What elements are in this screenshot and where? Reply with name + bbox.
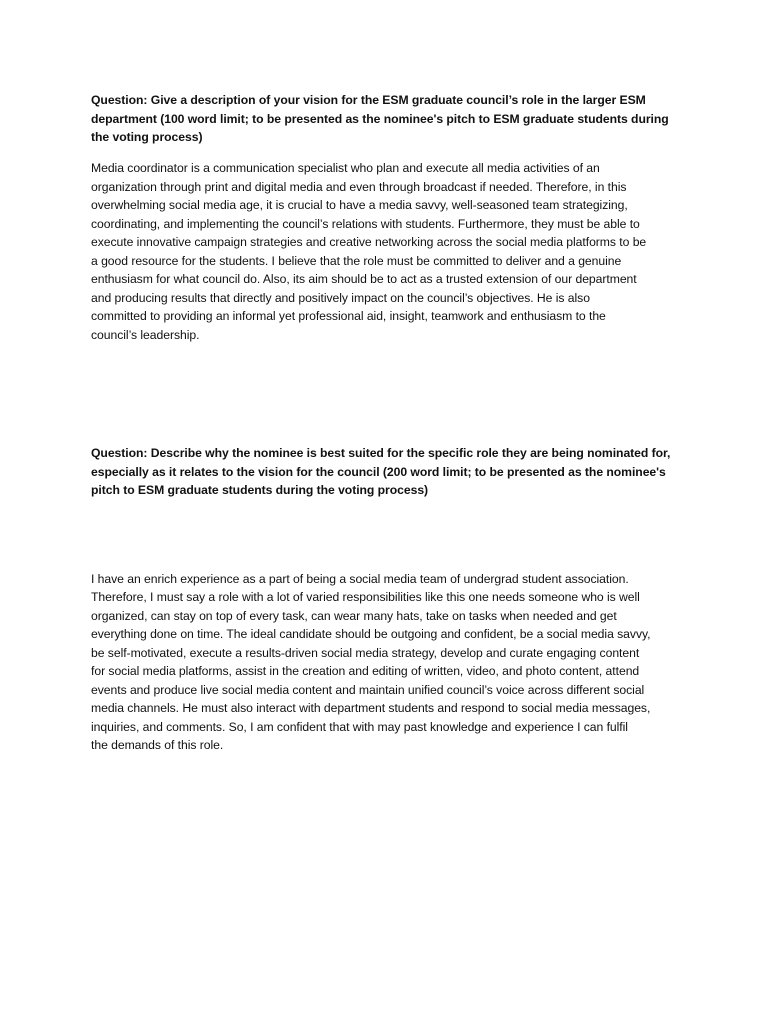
answer-2-line: everything done on time. The ideal candidate should be outgoing and confident, be a social media savvy,	[91, 627, 651, 641]
answer-1-line: coordinating, and implementing the council’s relations with students. Furthermore, they must be able to	[91, 217, 640, 231]
question-2-line: pitch to ESM graduate students during the voting process)	[91, 483, 429, 497]
answer-2-line: for social media platforms, assist in the creation and editing of written, video, and photo content, attend	[91, 664, 640, 678]
answer-2-line: organized, can stay on top of every task, can wear many hats, take on tasks when needed and get	[91, 609, 617, 623]
answer-2-line: Therefore, I must say a role with a lot of varied responsibilities like this one needs someone who is well	[91, 590, 640, 604]
answer-2-line: be self-motivated, execute a results-driven social media strategy, develop and curate engaging content	[91, 646, 640, 660]
answer-1-line: organization through print and digital media and even through broadcast if needed. Therefore, in this	[91, 180, 627, 194]
answer-1-line: enthusiasm for what council do. Also, its aim should be to act as a trusted extension of our department	[91, 272, 637, 286]
question-1-line: the voting process)	[91, 130, 203, 144]
answer-1-line: overwhelming social media age, it is crucial to have a media savvy, well-seasoned team strategizing,	[91, 198, 628, 212]
answer-2-line: the demands of this role.	[91, 738, 224, 752]
answer-2-line: I have an enrich experience as a part of being a social media team of undergrad student association.	[91, 572, 629, 586]
answer-1-line: a good resource for the students. I believe that the role must be committed to deliver and a genuine	[91, 254, 622, 268]
answer-1-line: execute innovative campaign strategies and creative networking across the social media platforms to be	[91, 235, 647, 249]
answer-1-line: Media coordinator is a communication specialist who plan and execute all media activities of an	[91, 161, 600, 175]
answer-2-line: events and produce live social media content and maintain unified council’s voice across different social	[91, 683, 645, 697]
answer-2-line: media channels. He must also interact with department students and respond to social media messages,	[91, 701, 651, 715]
answer-1-line: council’s leadership.	[91, 328, 200, 342]
question-2-line: especially as it relates to the vision for the council (200 word limit; to be presented as the nominee's	[91, 465, 666, 479]
answer-2-line: inquiries, and comments. So, I am confident that with may past knowledge and experience I can fulfil	[91, 720, 628, 734]
question-1-line: Question: Give a description of your vision for the ESM graduate council’s role in the larger ESM	[91, 93, 646, 107]
question-1-line: department (100 word limit; to be presented as the nominee's pitch to ESM graduate students during	[91, 112, 669, 126]
answer-1-line: and producing results that directly and positively impact on the council’s objectives. He is also	[91, 291, 590, 305]
answer-1-line: committed to providing an informal yet professional aid, insight, teamwork and enthusiasm to the	[91, 309, 606, 323]
question-2-line: Question: Describe why the nominee is best suited for the specific role they are being nominated for,	[91, 446, 671, 460]
